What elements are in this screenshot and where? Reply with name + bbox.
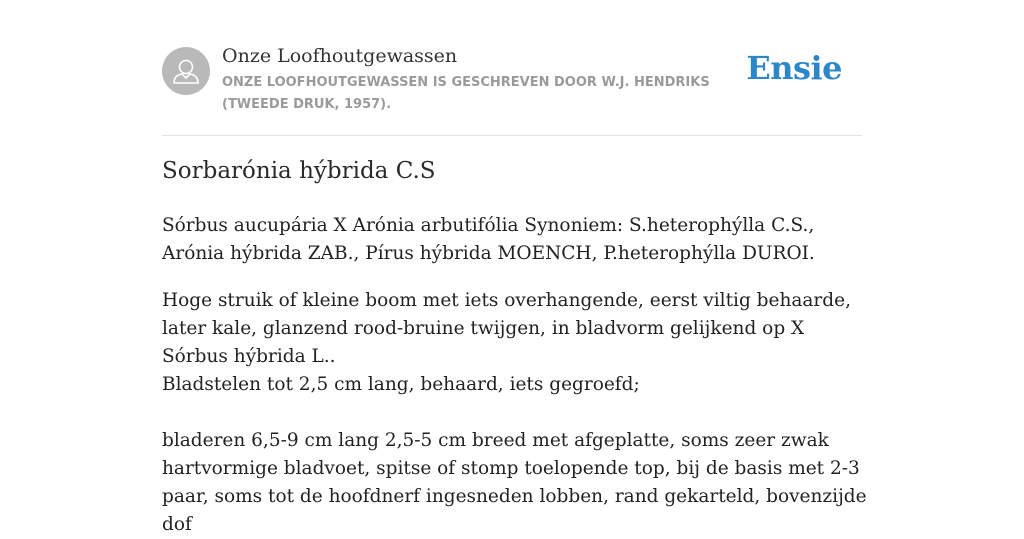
entry-title: Sorbarónia hýbrida C.S <box>162 158 436 184</box>
entry-paragraph: Hoge struik of kleine boom met iets overhangende, eerst viltig behaarde, later kale, glanzend rood-bruine twijgen, in bladvorm gelijkend op X Sórbus hýbrida L.. <box>162 290 851 367</box>
brand-logo[interactable]: Ensie <box>746 49 842 87</box>
site-title[interactable]: Onze Loofhoutgewassen <box>222 45 458 67</box>
entry-paragraph: Bladstelen tot 2,5 cm lang, behaard, iets gegroefd; <box>162 374 640 395</box>
entry-paragraph: bladeren 6,5-9 cm lang 2,5-5 cm breed met afgeplatte, soms zeer zwak hartvormige bladvoet, spitse of stomp toelopende top, bij de basis met 2-3 paar, soms tot de hoofdnerf ingesneden lobben, rand gekarteld, bovenzijde dof <box>162 430 867 535</box>
site-description: ONZE LOOFHOUTGEWASSEN IS GESCHREVEN DOOR W.J. HENDRIKS (TWEEDE DRUK, 1957). <box>222 75 710 112</box>
entry-paragraph: Sórbus aucupária X Arónia arbutifólia Synoniem: S.heterophýlla C.S., Arónia hýbrida ZAB., Pírus hýbrida MOENCH, P.heterophýlla DUROI. <box>162 215 815 264</box>
avatar[interactable] <box>162 47 210 95</box>
site-header <box>162 0 862 136</box>
page <box>162 0 867 535</box>
user-icon <box>162 47 210 95</box>
